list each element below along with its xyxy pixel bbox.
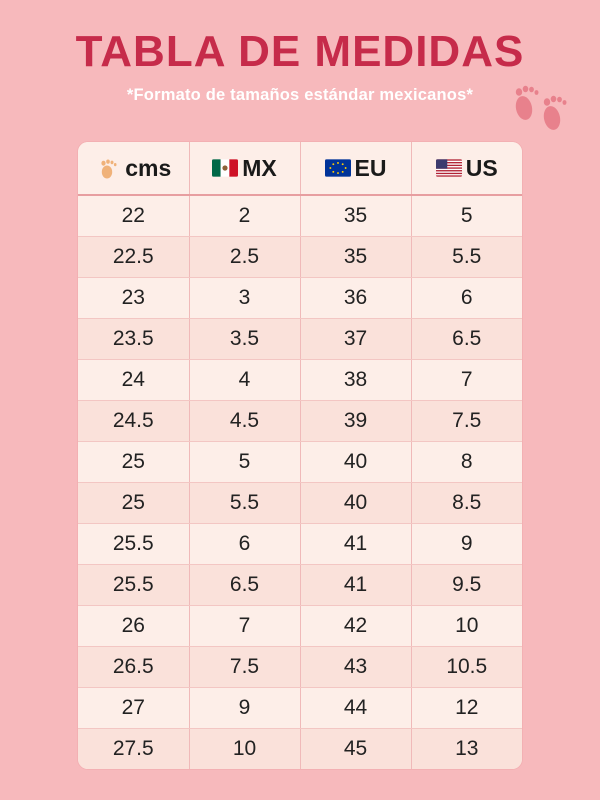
table-cell: 35 xyxy=(300,195,411,237)
table-cell: 2 xyxy=(189,195,300,237)
table-cell: 25 xyxy=(78,442,189,483)
table-cell: 10.5 xyxy=(411,647,522,688)
column-header-mx xyxy=(189,142,300,195)
table-cell: 13 xyxy=(411,729,522,770)
table-cell: 35 xyxy=(300,237,411,278)
column-header-eu xyxy=(300,142,411,195)
table-cell: 4 xyxy=(189,360,300,401)
table-cell: 27 xyxy=(78,688,189,729)
table-cell: 9.5 xyxy=(411,565,522,606)
table-cell: 38 xyxy=(300,360,411,401)
table-cell: 6.5 xyxy=(189,565,300,606)
footprint-icon xyxy=(95,159,121,178)
table-row xyxy=(78,729,522,770)
table-row xyxy=(78,278,522,319)
flag-mexico-icon xyxy=(212,159,238,178)
table-row xyxy=(78,319,522,360)
table-row xyxy=(78,401,522,442)
table-cell: 7 xyxy=(189,606,300,647)
table-body xyxy=(78,195,522,769)
table-cell: 6.5 xyxy=(411,319,522,360)
table-cell: 39 xyxy=(300,401,411,442)
table-row xyxy=(78,237,522,278)
table-cell: 10 xyxy=(189,729,300,770)
table-row xyxy=(78,442,522,483)
column-header-eu-label: EU xyxy=(354,154,387,181)
table-cell: 7.5 xyxy=(411,401,522,442)
table-cell: 5 xyxy=(411,195,522,237)
table-header-row xyxy=(78,142,522,195)
table-cell: 9 xyxy=(411,524,522,565)
page-title: TABLA DE MEDIDAS xyxy=(75,27,525,76)
table-cell: 22 xyxy=(78,195,189,237)
table-cell: 41 xyxy=(300,524,411,565)
table-row xyxy=(78,524,522,565)
table-cell: 44 xyxy=(300,688,411,729)
table-cell: 6 xyxy=(411,278,522,319)
table-cell: 24 xyxy=(78,360,189,401)
table-row xyxy=(78,360,522,401)
table-cell: 40 xyxy=(300,442,411,483)
table-header xyxy=(78,142,522,195)
table-cell: 7.5 xyxy=(189,647,300,688)
table-row xyxy=(78,195,522,237)
table-cell: 23.5 xyxy=(78,319,189,360)
table-cell: 7 xyxy=(411,360,522,401)
table-cell: 22.5 xyxy=(78,237,189,278)
flag-usa-icon xyxy=(436,159,462,178)
table-cell: 9 xyxy=(189,688,300,729)
size-table xyxy=(78,142,522,769)
table-row xyxy=(78,606,522,647)
column-header-us-label: US xyxy=(465,154,498,181)
table-cell: 5 xyxy=(189,442,300,483)
table-cell: 6 xyxy=(189,524,300,565)
column-header-us xyxy=(411,142,522,195)
table-cell: 27.5 xyxy=(78,729,189,770)
table-cell: 40 xyxy=(300,483,411,524)
table-cell: 24.5 xyxy=(78,401,189,442)
table-cell: 8 xyxy=(411,442,522,483)
table-row xyxy=(78,565,522,606)
table-cell: 37 xyxy=(300,319,411,360)
size-table-container xyxy=(78,142,522,769)
table-cell: 23 xyxy=(78,278,189,319)
table-cell: 5.5 xyxy=(411,237,522,278)
table-cell: 41 xyxy=(300,565,411,606)
table-cell: 26.5 xyxy=(78,647,189,688)
column-header-cms xyxy=(78,142,189,195)
table-cell: 8.5 xyxy=(411,483,522,524)
table-row xyxy=(78,688,522,729)
table-cell: 3.5 xyxy=(189,319,300,360)
table-cell: 12 xyxy=(411,688,522,729)
table-cell: 25.5 xyxy=(78,524,189,565)
table-cell: 26 xyxy=(78,606,189,647)
table-cell: 36 xyxy=(300,278,411,319)
table-cell: 10 xyxy=(411,606,522,647)
table-row xyxy=(78,483,522,524)
table-cell: 3 xyxy=(189,278,300,319)
table-cell: 25.5 xyxy=(78,565,189,606)
column-header-mx-label: MX xyxy=(242,154,277,181)
page-subtitle: *Formato de tamaños estándar mexicanos* xyxy=(126,85,474,104)
table-cell: 43 xyxy=(300,647,411,688)
table-cell: 42 xyxy=(300,606,411,647)
table-cell: 4.5 xyxy=(189,401,300,442)
table-cell: 5.5 xyxy=(189,483,300,524)
table-cell: 2.5 xyxy=(189,237,300,278)
table-cell: 25 xyxy=(78,483,189,524)
flag-europe-icon xyxy=(325,159,351,178)
table-row xyxy=(78,647,522,688)
table-cell: 45 xyxy=(300,729,411,770)
column-header-cms-label: cms xyxy=(125,154,172,181)
